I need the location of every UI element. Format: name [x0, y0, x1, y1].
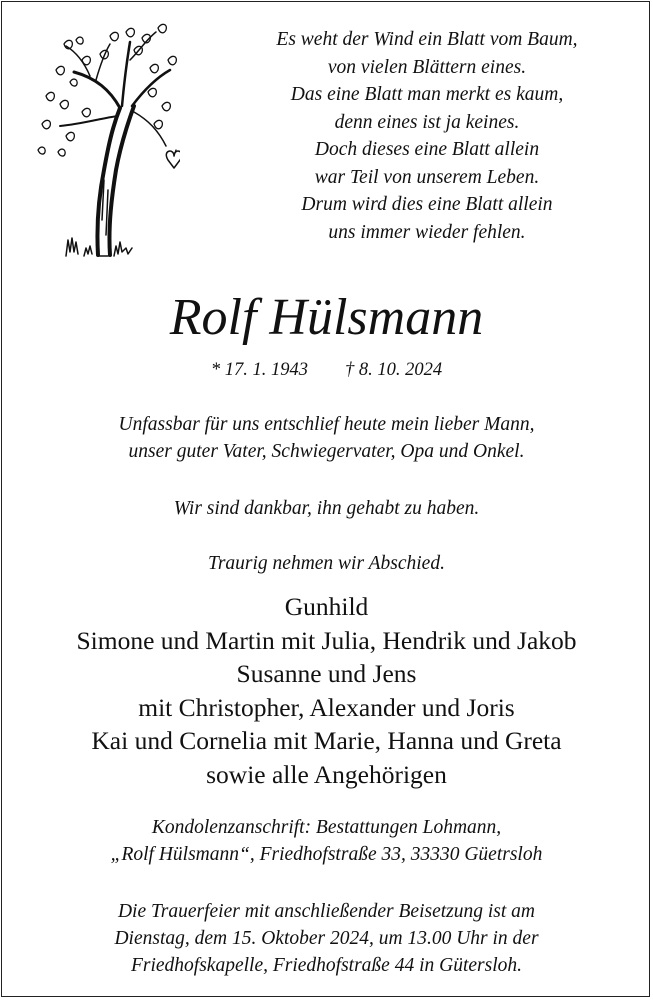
poem-line: denn eines ist ja keines.	[334, 111, 520, 133]
family-member: sowie alle Angehörigen	[206, 759, 447, 789]
family-list	[0, 590, 653, 791]
family-member: Kai und Cornelia mit Marie, Hanna und Greta	[91, 726, 562, 755]
family-member: Susanne und Jens	[236, 659, 417, 688]
life-dates: * 17. 1. 1943 † 8. 10. 2024	[210, 360, 443, 380]
condolence-line: Kondolenzanschrift: Bestattungen Lohmann,	[151, 817, 502, 838]
poem-line: Drum wird dies eine Blatt allein	[301, 194, 553, 215]
condolence-address	[0, 814, 653, 868]
announcement	[0, 411, 653, 465]
poem-line: von vielen Blättern eines.	[327, 56, 527, 78]
farewell-text: Traurig nehmen wir Abschied.	[208, 553, 445, 574]
funeral-line: Die Trauerfeier mit anschließender Beisetzung ist am	[117, 901, 536, 922]
funeral-info	[0, 898, 653, 979]
family-member: mit Christopher, Alexander und Joris	[138, 692, 515, 722]
deceased-name: Rolf Hülsmann	[169, 289, 484, 346]
funeral-line: Dienstag, dem 15. Oktober 2024, um 13.00 Uhr in der	[114, 928, 539, 949]
tree-icon	[30, 20, 180, 270]
family-member: Simone und Martin mit Julia, Hendrik und Jakob	[76, 625, 577, 655]
poem-line: Das eine Blatt man merkt es kaum,	[290, 84, 564, 105]
poem-line: Es weht der Wind ein Blatt vom Baum,	[276, 29, 578, 50]
poem-line: war Teil von unserem Leben.	[314, 166, 540, 188]
family-member: Gunhild	[284, 592, 369, 621]
announcement-line: unser guter Vater, Schwiegervater, Opa und Onkel.	[128, 441, 525, 462]
poem-line: Doch dieses eine Blatt allein	[314, 139, 540, 160]
poem-line: uns immer wieder fehlen.	[328, 221, 526, 243]
gratitude-text: Wir sind dankbar, ihn gehabt zu haben.	[173, 498, 480, 519]
poem	[222, 26, 632, 246]
funeral-line: Friedhofskapelle, Friedhofstraße 44 in Gütersloh.	[130, 955, 523, 976]
condolence-line: „Rolf Hülsmann“, Friedhofstraße 33, 33330 Güetrsloh	[110, 844, 543, 865]
announcement-line: Unfassbar für uns entschlief heute mein lieber Mann,	[118, 414, 535, 435]
